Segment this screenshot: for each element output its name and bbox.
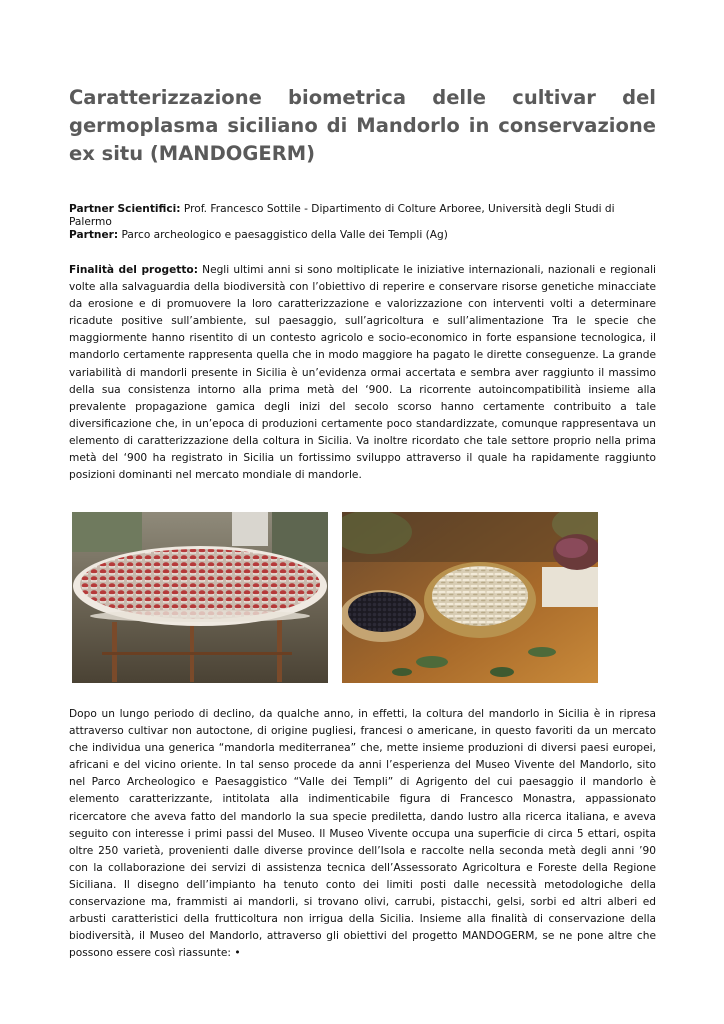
partner-value: Parco archeologico e paesaggistico della Valle dei Templi (Ag) [121,229,448,241]
project-aims-text: Negli ultimi anni si sono moltiplicate le iniziative internazionali, nazionali e regionali volte alla salvaguardia della biodiversità con l’obiettivo di reperire e conservare risorse genetiche minacciate da erosione e di promuovere la loro caratterizzazione e valorizzazione con interventi volti a determinare ricadute positive sull’ambiente, sul paesaggio, sull’agricoltura e sull’alimentazione Tra le specie che maggiormente hanno risentito di un contesto agricolo e socio-economico in forte espansione tecnologica, il mandorlo certamente rappresenta quella che in modo maggiore ha pagato le dirette conseguenze. La grande variabilità di mandorli presente in Sicilia è un’evidenza ormai accertata e sembra aver raggiunto il massimo della sua consistenza intorno alla prima metà del ‘900. La ricorrente autoincompatibilità insieme alla prevalente propagazione gamica degli inizi del secolo scorso hanno certamente contribuito a tale diversificazione che, in un’epoca di produzioni certamente poco standardizzate, comunque rappresentava un elemento di caratterizzazione della coltura in Sicilia. Va inoltre ricordato che tale settore proprio nella prima metà del ‘900 ha registrato in Sicilia un fortissimo sviluppo attraverso il quale ha rapidamente raggiunto posizioni dominanti nel mercato mondiale di mandorle. [69,264,656,482]
document-title: Caratterizzazione biometrica delle cultivar del germoplasma siciliano di Mandorlo in conservazione ex situ (MANDOGERM) [69,86,656,165]
scientific-partner-label: Partner Scientifici: [69,203,181,215]
project-aims-label: Finalità del progetto: [69,264,198,276]
fruit-baskets-image [342,512,598,683]
almond-table-image [72,512,328,683]
project-aims-paragraph [69,262,656,484]
partner-line [69,229,629,242]
scientific-partner-line [69,203,629,229]
almond-table-photo [72,512,328,683]
body-paragraph: Dopo un lungo periodo di declino, da qualche anno, in effetti, la coltura del mandorlo in Sicilia è in ripresa attraverso cultivar non autoctone, di origine pugliesi, francesi o americane, in questo favoriti da un mercato che individua una generica “mandorla mediterranea” che, mette insieme produzioni di diversi paesi europei, africani e del vicino oriente. In tal senso procede da anni l’esperienza del Museo Vivente del Mandorlo, sito nel Parco Archeologico e Paesaggistico “Valle dei Templi” di Agrigento del cui paesaggio il mandorlo è elemento caratterizzante, intitolata alla indimenticabile figura di Francesco Monastra, appassionato ricercatore che aveva fatto del mandorlo la sua specie prediletta, dando lustro alla ricerca italiana, e aveva seguito con interesse i primi passi del Museo. Il Museo Vivente occupa una superficie di circa 5 ettari, ospita oltre 250 varietà, provenienti dalle diverse province dell’Isola e raccolte nella seconda metà degli anni ’90 con la collaborazione dei servizi di assistenza tecnica dell’Assessorato Agricoltura e Foreste della Regione Siciliana. Il disegno dell’impianto ha tenuto conto dei limiti posti dalle necessità metodologiche della conservazione ma, frammisti ai mandorli, si trovano olivi, carrubi, pistacchi, gelsi, sorbi ed altri alberi ed arbusti caratteristici della frutticoltura non irrigua della Sicilia. Insieme alla finalità di conservazione della biodiversità, il Museo del Mandorlo, attraverso gli obiettivi del progetto MANDOGERM, se ne pone altre che possono essere così riassunte: • [69,708,656,960]
partner-label: Partner: [69,229,119,241]
fruit-baskets-photo [342,512,598,683]
scientific-partner-value: Prof. Francesco Sottile - Dipartimento di Colture Arboree, Università degli Studi di Palermo [69,203,615,228]
partners-block [69,203,629,242]
